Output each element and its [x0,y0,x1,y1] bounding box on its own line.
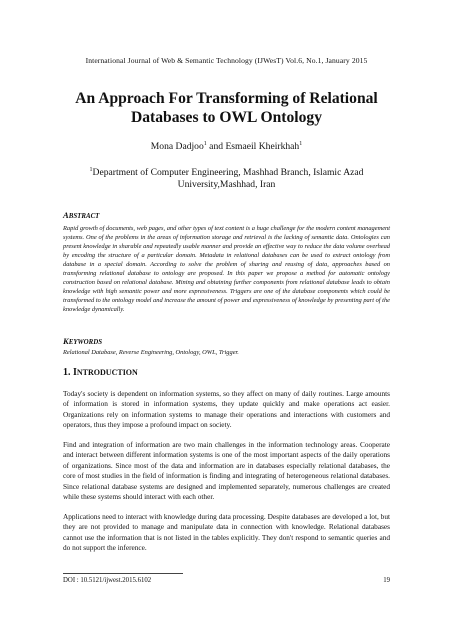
section-heading-initial: I [73,367,77,378]
abstract-heading [63,210,99,220]
intro-paragraph-3: Applications need to interact with knowledge during data processing. Despite databases are developed a lot, but they are not provided to manage and manipulate data in connection with knowledge. Relational databases cannot use the information that is not listed in the tables explicitly. They don't respond to semantic queries and do not support the inference. [63,512,390,553]
intro-paragraph-1: Today's society is dependent on information systems, so they affect on many of daily routines. Large amounts of information is stored in information systems, they update quickly and make operations act easier. Organizations rely on information systems to manage their operations and interactions with customers and operators, thus they impose a profound impact on society. [63,389,390,430]
author-name-1: Mona Dadjoo [150,141,204,152]
keywords-heading [63,336,102,346]
section-heading-introduction [63,367,138,378]
journal-header: International Journal of Web & Semantic Technology (IJWesT) Vol.6, No.1, January 2015 [85,56,368,65]
section-heading-rest: NTRODUCTION [76,368,138,377]
keywords-text: Relational Database, Reverse Engineering, Ontology, OWL, Trigger. [63,349,239,356]
affiliation-mark: 1 [89,166,93,173]
paper-title: An Approach For Transforming of Relational Databases to OWL Ontology [75,90,378,126]
author-affiliation-mark-2: 1 [299,140,303,147]
doi-text: DOI : 10.5121/ijwest.2015.6102 [63,577,152,584]
abstract-heading-initial: A [63,210,69,220]
section-number: 1. [63,367,71,378]
keywords-heading-initial: K [63,336,69,346]
affiliation-text: Department of Computer Engineering, Mashhad Branch, Islamic Azad University,Mashhad, Iran [92,167,364,190]
author-affiliation-mark-1: 1 [203,140,207,147]
affiliation [60,167,393,191]
abstract-heading-rest: BSTRACT [68,213,100,220]
author-name-2: Esmaeil Kheirkhah [225,141,300,152]
author-line [0,141,453,152]
page-number: 19 [383,577,390,584]
footer-divider [63,573,183,574]
author-separator: and [206,141,226,152]
keywords-heading-rest: EYWORDS [68,339,103,346]
abstract-text: Rapid growth of documents, web pages, and other types of text content is a huge challenge for the modern content management systems. One of the problems in the areas of information storage and retrieval is the lacking of semantic data. Ontologies can present knowledge in sharable and repeatedly usable manner and provide an effective way to reduce the data volume overhead by encoding the structure of a particular domain. Metadata in relational databases can be used to extract ontology from database in a special domain. According to solve the problem of sharing and reusing of data, approaches based on transforming relational database to ontology are proposed. In this paper we propose a method for automatic ontology construction based on relational database. Mining and obtaining further components from relational database leads to obtain knowledge with high semantic power and more expressiveness. Triggers are one of the database components which could be transformed to the ontology model and increase the amount of power and expressiveness of knowledge by presenting part of the knowledge dynamically. [63,225,390,313]
intro-paragraph-2: Find and integration of information are two main challenges in the information technology areas. Cooperate and interact between different information systems is one of the most important aspects of the daily operations of organizations. Since most of the data and information are in databases especially relational databases, the core of most studies in the field of information is finding and integrating of heterogeneous relational databases. Since relational database systems are designed and implemented separately, numerous challenges are created while these systems should interact with each other. [63,440,390,502]
